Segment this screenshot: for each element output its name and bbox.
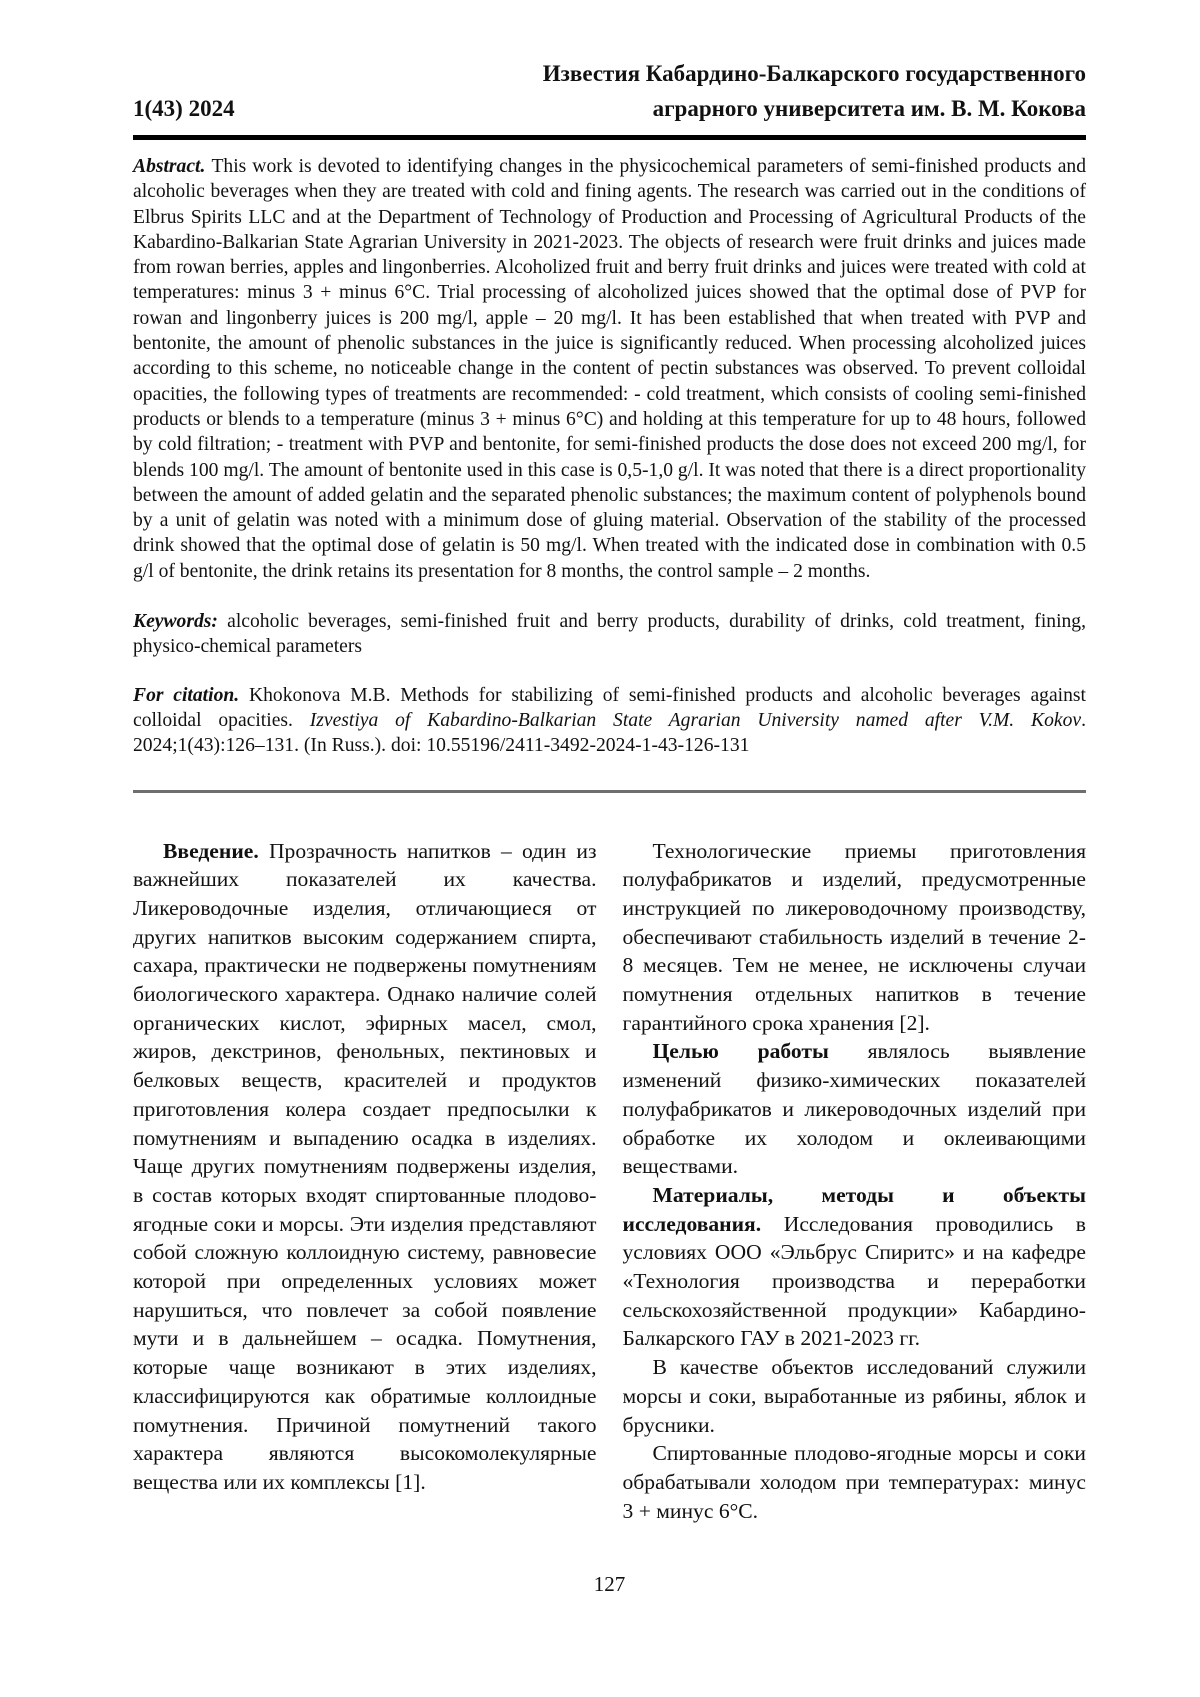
section-divider-rule <box>133 790 1086 793</box>
journal-title <box>543 56 1086 126</box>
keywords-label: Keywords: <box>133 611 228 633</box>
abstract-text: This work is devoted to identifying changes in the physicochemical parameters of semi-finished products and alcoholic beverages when they are treated with cold and fining agents. The research was carried out in the conditions of Elbrus Spirits LLC and at the Department of Technology of Production and Processing of Agricultural Products of the Kabardino-Balkarian State Agrarian University in 2021-2023. The objects of research were fruit drinks and juices made from rowan berries, apples and lingonberries. Alcoholized fruit and berry fruit drinks and juices were treated with cold at temperatures: minus 3 + minus 6°C. Trial processing of alcoholized juices showed that the optimal dose of PVP for rowan and lingonberry juices is 200 mg/l, apple – 20 mg/l. It has been established that when treated with PVP and bentonite, the amount of phenolic substances in the juice is significantly reduced. When processing alcoholized juices according to this scheme, no noticeable change in the content of pectin substances was observed. To prevent colloidal opacities, the following types of treatments are recommended: - cold treatment, which consists of cooling semi-finished products or blends to a temperature (minus 3 + minus 6°C) and holding at this temperature for up to 48 hours, followed by cold filtration; - treatment with PVP and bentonite, for semi-finished products the dose does not exceed 200 mg/l, for blends 100 mg/l. The amount of bentonite used in this case is 0,5-1,0 g/l. It was noted that there is a direct proportionality between the amount of added gelatin and the separated phenolic substances; the maximum content of polyphenols bound by a unit of gelatin was noted with a minimum dose of gluing material. Observation of the stability of the processed drink showed that the optimal dose of gelatin is 50 mg/l. When treated with the indicated dose in combination with 0.5 g/l of bentonite, the drink retains its presentation for 8 months, the control sample – 2 months. <box>133 156 1087 582</box>
journal-title-line1: Известия Кабардино-Балкарского государственного <box>542 61 1086 86</box>
paragraph-aim <box>623 1037 1087 1181</box>
materials-methods-text: Исследования проводились в условиях ООО «Эльбрус Спиритс» и на кафедре «Технология производства и переработки сельскохозяйственной продукции» Кабардино-Балкарского ГАУ в 2021-2023 гг. <box>622 1211 1087 1351</box>
left-column <box>133 837 597 1526</box>
abstract-label: Abstract. <box>133 156 212 177</box>
materials-methods-heading: Материалы, методы и объекты исследования. <box>622 1182 1086 1236</box>
paragraph-cold-treatment <box>623 1439 1087 1525</box>
citation-label: For citation. <box>133 684 249 706</box>
paragraph-materials-methods <box>623 1181 1087 1353</box>
page-number: 127 <box>593 1572 626 1596</box>
page-header <box>133 56 1086 126</box>
tech-methods-text: Технологические приемы приготовления полуфабрикатов и изделий, предусмотренные инструкцией по ликероводочному производству, обеспечивают стабильность изделий в течение 2-8 месяцев. Тем не менее, не исключены случаи помутнения отдельных напитков в течение гарантийного срока хранения [2]. <box>622 838 1086 1035</box>
citation-source-title: Izvestiya of Kabardino-Balkarian State Agrarian University named after V.M. Kokov <box>309 709 1082 731</box>
introduction-heading: Введение. <box>163 838 269 863</box>
keywords-text: alcoholic beverages, semi-finished fruit and berry products, durability of drinks, cold treatment, fining, physico-chemical parameters <box>133 611 1086 658</box>
aim-heading: Целью работы <box>652 1039 868 1064</box>
paragraph-tech-methods <box>623 837 1087 1038</box>
header-rule <box>133 135 1086 140</box>
page-footer <box>133 1572 1086 1597</box>
citation-text-after: . 2024;1(43):126–131. (In Russ.). doi: 10.55196/2411-3492-2024-1-43-126-131 <box>133 709 1086 757</box>
citation-paragraph <box>133 683 1086 759</box>
citation-text-before: Khokonova M.B. Methods for stabilizing of semi-finished products and alcoholic beverages against colloidal opacities. <box>133 684 1086 731</box>
objects-text: В качестве объектов исследований служили морсы и соки, выработанные из рябины, яблок и брусники. <box>622 1355 1086 1437</box>
aim-text: являлось выявление изменений физико-химических показателей полуфабрикатов и ликероводочных изделий при обработке их холодом и оклеивающими веществами. <box>622 1039 1086 1179</box>
abstract-paragraph <box>133 154 1086 584</box>
keywords-paragraph <box>133 609 1086 660</box>
article-body <box>133 837 1086 1526</box>
paragraph-objects <box>623 1353 1087 1439</box>
issue-number: 1(43) 2024 <box>133 96 235 121</box>
introduction-text: Прозрачность напитков – один из важнейших показателей их качества. Ликероводочные изделия, отличающиеся от других напитков высоким содержанием спирта, сахара, практически не подвержены помутнениям биологического характера. Однако наличие солей органических кислот, эфирных масел, смол, жиров, декстринов, фенольных, пектиновых и белковых веществ, красителей и продуктов приготовления колера создает предпосылки к помутнениям и выпадению осадка в изделиях. Чаще других помутнениям подвержены изделия, в состав которых входят спиртованные плодово-ягодные соки и морсы. Эти изделия представляют собой сложную коллоидную систему, равновесие которой при определенных условиях может нарушиться, что повлечет за собой появление мути и в дальнейшем – осадка. Помутнения, которые чаще возникают в этих изделиях, классифицируются как обратимые коллоидные помутнения. Причиной помутнений такого характера являются высокомолекулярные вещества или их комплексы [1]. <box>133 838 597 1494</box>
right-column <box>623 837 1087 1526</box>
paragraph-introduction <box>133 837 597 1497</box>
journal-title-line2: аграрного университета им. В. М. Кокова <box>652 96 1086 121</box>
cold-treatment-text: Спиртованные плодово-ягодные морсы и соки обрабатывали холодом при температурах: минус 3 + минус 6°С. <box>622 1441 1086 1523</box>
